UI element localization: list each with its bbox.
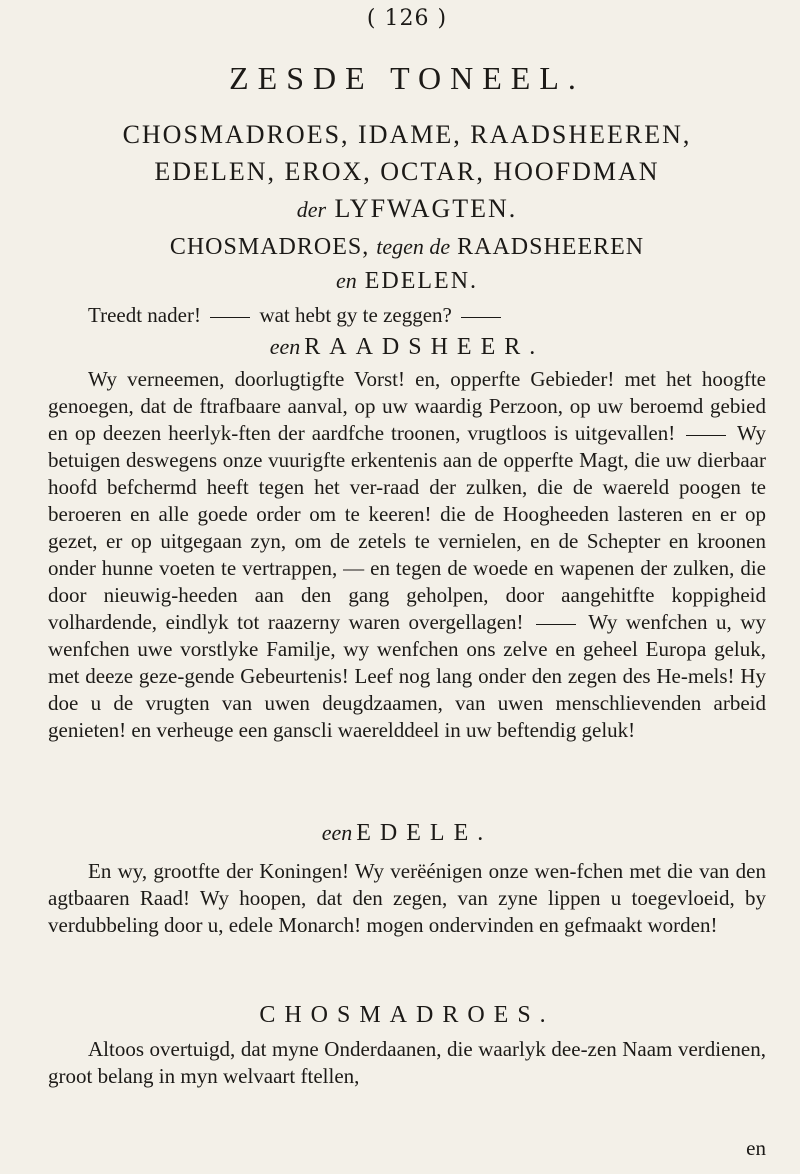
cast-line-2: EDELEN, EROX, OCTAR, HOOFDMAN [154,157,660,186]
speaker-3-name: EDELE. [356,820,493,846]
speech-1-mid: wat hebt gy te zeggen? [259,303,452,327]
stage-addressees-2: EDELEN. [364,268,479,294]
speech-3: En wy, grootfte der Koningen! Wy verëénigen onze wen-fchen met die van den agtbaaren Raad! Wy hoopen, dat den zegen, van zyne lippen u toegevloeid, by verdubbeling door u, edele Monarch! mogen ondervinden en gefmaakt worden! [48,859,766,937]
cast-line-3-text: LYFWAGTEN. [334,194,518,223]
page-number: ( 126 ) [366,6,448,31]
dash-rule [210,317,250,318]
speech-2 [48,366,766,744]
stage-direction-2 [48,268,766,295]
stage-tegen: tegen de [376,234,451,259]
speaker-3-prefix: een [321,820,353,845]
speech-4: Altoos overtuigd, dat myne Onderdaanen, die waarlyk dee-zen Naam verdienen, groot belang in myn welvaart ftellen, [48,1037,766,1088]
catchword: en [746,1136,766,1160]
speaker-4-name: CHOSMADROES. [259,1002,555,1028]
dash-rule [536,624,576,625]
stage-direction [48,234,766,261]
cast-line-1: CHOSMADROES, IDAME, RAADSHEEREN, [122,120,692,149]
speech-1 [88,302,748,329]
speech-2-part-3: Wy wenfchen u, wy wenfchen uwe vorstlyke Familje, wy wenfchen ons zelve en geheel Europa geluk, met deeze geze-gende Gebeurtenis! Leef nog lang onder den zegen des He-mels! Hy doe u de vrugten van uwen deugdzaamen, van uwen menschlievenden arbeid genieten! en verheuge een ganscli waerelddeel in uw beftendig geluk! [48,610,766,742]
dash-rule [461,317,501,318]
speaker-edele [48,820,766,847]
book-page [48,0,766,1174]
cast-line-3-prefix: der [296,197,327,222]
cast-list [48,116,766,228]
speech-2-part-1: Wy verneemen, doorlugtigfte Vorst! en, opperfte Gebieder! met het hoogfte genoegen, dat de ftrafbaare aanval, op uw waardig Perzoon, op uw beroemd gebied en op deezen heerlyk-ften der aardfche troonen, vrugtloos is uitgevallen! [48,367,766,445]
speech-2-part-2: Wy betuigen deswegens onze vuurigfte erkentenis aan de opperfte Magt, die uw dierbaar hoofd befchermd heeft tegen het ver-raad der zulken, die de waereld poogen te beroeren en alle goede order om te keeren! die de Hoogheeden lasteren en er op gezet, er op uitgegaan zyn, om de zetels te vernielen, en de Schepter en kroonen onder hunne voeten te vertrappen, — en tegen de woede en wapenen der zulken, die door nieuwig-heeden aan den gang geholpen, door aangehitfte koppigheid volhardende, eindlyk tot raazerny waren overgellagen! [48,421,766,634]
stage-en: en [335,268,357,293]
cast-line-3 [48,190,766,228]
speaker-2-prefix: een [269,334,301,359]
speaker-chosmadroes [48,1002,766,1029]
scene-title: ZESDE TONEEL. [229,60,585,96]
stage-addressees: RAADSHEEREN [457,234,645,260]
dash-rule [686,435,726,436]
speaker-2-name: RAADSHEER. [304,334,545,360]
speech-1-lead: Treedt nader! [88,303,201,327]
stage-speaker: CHOSMADROES, [169,234,370,260]
speaker-raadsheer [48,334,766,361]
